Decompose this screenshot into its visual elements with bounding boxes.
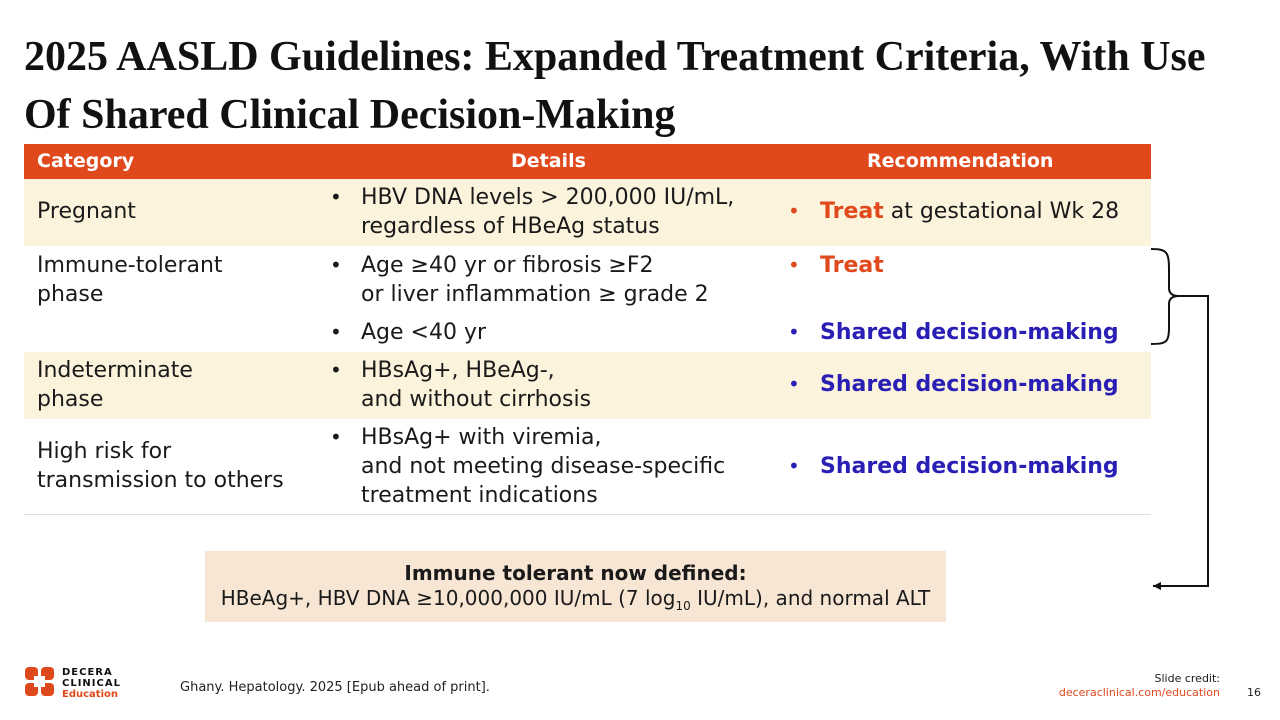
category-line: Indeterminate xyxy=(37,358,193,383)
table-row-indeterminate xyxy=(24,352,1151,419)
shared-decision-label: Shared decision-making xyxy=(820,320,1119,345)
category-cell xyxy=(37,251,223,309)
credit-url[interactable]: deceraclinical.com/education xyxy=(1058,686,1220,699)
header-recommendation: Recommendation xyxy=(867,150,1054,172)
slide-credit xyxy=(1059,672,1220,700)
decera-logo-icon xyxy=(25,667,55,697)
details-cell xyxy=(361,423,725,510)
details-line: HBV DNA levels > 200,000 IU/mL, xyxy=(361,185,735,210)
bracket-arrow-connector xyxy=(1145,240,1225,600)
logo-text xyxy=(62,667,121,700)
category-line: High risk for xyxy=(37,439,172,464)
definition-text-part: HBeAg+, HBV DNA ≥10,000,000 IU/mL (7 log xyxy=(220,586,676,610)
bullet: • xyxy=(330,253,342,277)
bullet: • xyxy=(788,372,800,396)
shared-decision-label: Shared decision-making xyxy=(820,372,1119,397)
treat-label: Treat xyxy=(820,199,884,224)
slide-title: 2025 AASLD Guidelines: Expanded Treatment Criteria, With Use Of Shared Clinical Decision-Making xyxy=(24,34,1206,138)
recommendation-cell xyxy=(820,197,1119,226)
definition-text xyxy=(205,585,946,619)
definition-text-part: IU/mL), and normal ALT xyxy=(690,586,931,610)
table-row-high-risk xyxy=(24,419,1151,514)
bullet: • xyxy=(330,185,342,209)
details-line: or liver inflammation ≥ grade 2 xyxy=(361,282,709,307)
bullet: • xyxy=(788,253,800,277)
recommendation-text: at gestational Wk 28 xyxy=(883,199,1120,224)
bullet: • xyxy=(330,358,342,382)
category-line: transmission to others xyxy=(37,468,284,493)
bullet: • xyxy=(330,320,342,344)
connector-line xyxy=(1153,296,1208,586)
bullet: • xyxy=(788,199,800,223)
details-line: HBsAg+, HBeAg-, xyxy=(361,358,555,383)
definition-subscript: 10 xyxy=(675,599,691,613)
details-cell xyxy=(361,183,734,241)
header-category: Category xyxy=(37,150,135,172)
category-cell: Pregnant xyxy=(37,199,136,224)
details-line: regardless of HBeAg status xyxy=(361,214,660,239)
category-line: phase xyxy=(37,387,104,412)
bullet: • xyxy=(788,320,800,344)
page-number: 16 xyxy=(1247,686,1261,699)
details-cell xyxy=(361,251,709,309)
logo-line: DECERA xyxy=(62,667,113,678)
definition-heading: Immune tolerant now defined: xyxy=(404,561,747,585)
citation: Ghany. Hepatology. 2025 [Epub ahead of print]. xyxy=(180,680,490,695)
header-details: Details xyxy=(511,150,586,172)
category-line: phase xyxy=(37,282,104,307)
treat-label: Treat xyxy=(820,253,884,278)
details-line: and not meeting disease-specific xyxy=(361,454,726,479)
logo-line: Education xyxy=(62,689,118,700)
details-line: HBsAg+ with viremia, xyxy=(361,425,602,450)
arrowhead-icon xyxy=(1153,582,1161,590)
bullet: • xyxy=(788,454,800,478)
credit-label: Slide credit: xyxy=(1154,672,1220,685)
details-cell xyxy=(361,356,591,414)
logo-line: CLINICAL xyxy=(62,678,121,689)
bullet: • xyxy=(330,425,342,449)
definition-box xyxy=(205,551,946,622)
table-row-pregnant xyxy=(24,179,1151,246)
details-line: treatment indications xyxy=(361,483,598,508)
table-header xyxy=(24,144,1151,179)
curly-brace xyxy=(1151,249,1179,344)
category-cell xyxy=(37,437,284,495)
table-row-immune-tolerant xyxy=(24,246,1151,352)
details-line: and without cirrhosis xyxy=(361,387,592,412)
details-line: Age ≥40 yr or fibrosis ≥F2 xyxy=(361,253,654,278)
details-cell: Age <40 yr xyxy=(361,320,487,345)
category-cell xyxy=(37,356,193,414)
category-line: Immune-tolerant xyxy=(37,253,223,278)
table-bottom-border xyxy=(24,514,1151,515)
guidelines-table xyxy=(24,144,1151,514)
shared-decision-label: Shared decision-making xyxy=(820,454,1119,479)
